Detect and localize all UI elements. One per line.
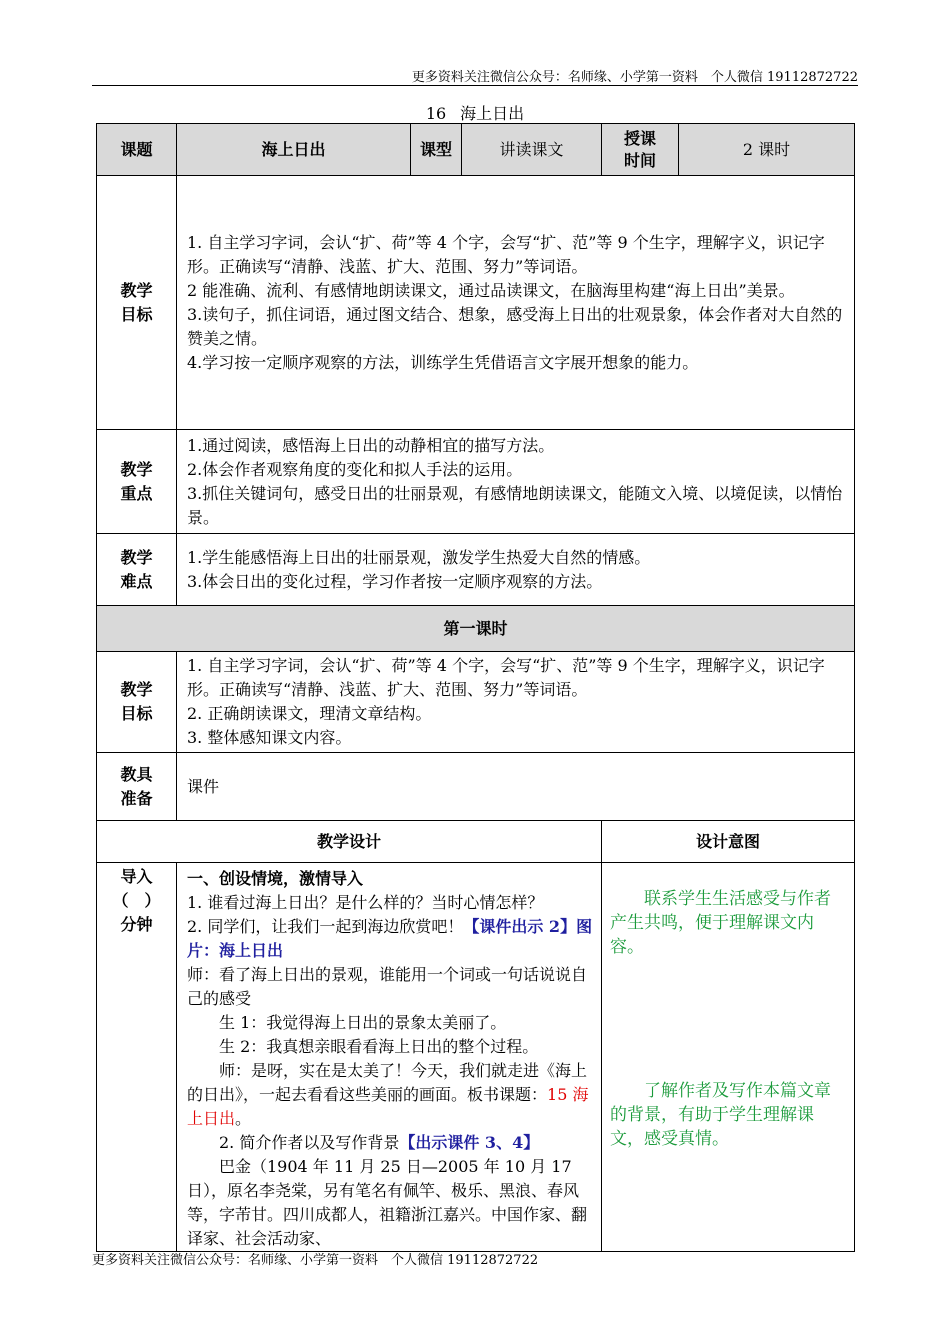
objectives-content bbox=[177, 176, 855, 430]
period-title: 第一课时 bbox=[97, 606, 855, 652]
difficulties-content bbox=[177, 534, 855, 606]
student-line-2: 生 2：我真想亲眼看看海上日出的整个过程。 bbox=[219, 1037, 539, 1056]
time-value: 2 课时 bbox=[679, 124, 855, 176]
key-points-row bbox=[97, 430, 855, 534]
objectives-label: 教学目标 bbox=[97, 176, 177, 430]
intent-item: 联系学生生活感受与作者产生共鸣，便于理解课文内容。 bbox=[610, 889, 831, 957]
design-header: 教学设计 bbox=[97, 821, 602, 863]
design-row bbox=[97, 863, 855, 1252]
period-objective-item: 2. 正确朗读课文，理清文章结构。 bbox=[187, 704, 432, 723]
objectives-row bbox=[97, 176, 855, 430]
period-objectives-row bbox=[97, 652, 855, 753]
intent-content bbox=[602, 863, 855, 1252]
info-row bbox=[97, 124, 855, 176]
lesson-number: 16 bbox=[425, 104, 447, 123]
intent-header: 设计意图 bbox=[602, 821, 855, 863]
tools-row bbox=[97, 753, 855, 821]
design-header-row bbox=[97, 821, 855, 863]
objective-item: 4.学习按一定顺序观察的方法，训练学生凭借语言文字展开想象的能力。 bbox=[187, 352, 699, 372]
courseware-note: 【课件出示 2】图片：海上日出 bbox=[187, 917, 593, 960]
teacher-line-1: 师：看了海上日出的景观，谁能用一个词或一句话说说自己的感受 bbox=[187, 965, 588, 1008]
key-points-label: 教学重点 bbox=[97, 430, 177, 534]
document-title bbox=[0, 101, 950, 124]
key-point-item: 1.通过阅读，感悟海上日出的动静相宜的描写方法。 bbox=[187, 435, 555, 455]
period-objective-item: 3. 整体感知课文内容。 bbox=[187, 728, 352, 747]
footer-note: 更多资料关注微信公众号：名师缘、小学第一资料 个人微信 19112872722 bbox=[92, 1253, 539, 1268]
courseware-note: 【出示课件 3、4】 bbox=[399, 1133, 540, 1152]
objective-item: 3.读句子，抓住词语，通过图文结合、想象，感受海上日出的壮观景象，体会作者对大自然的赞美之情。 bbox=[187, 304, 843, 348]
key-point-item: 2.体会作者观察角度的变化和拟人手法的运用。 bbox=[187, 459, 523, 479]
difficulty-item: 1.学生能感悟海上日出的壮丽景观，激发学生热爱大自然的情感。 bbox=[187, 547, 651, 567]
stage-minutes: （ ）分钟 bbox=[112, 891, 161, 934]
objective-item: 2 能准确、流利、有感情地朗读课文，通过品读课文，在脑海里构建“海上日出”美景。 bbox=[187, 280, 795, 300]
intent-item: 了解作者及写作本篇文章的背景，有助于学生理解课文，感受真情。 bbox=[610, 1081, 831, 1149]
period-objective-item: 1. 自主学习字词，会认“扩、荷”等 4 个字，会写“扩、范”等 9 个生字，理解字义，识记字形。正确读写“清静、浅蓝、扩大、范围、努力”等词语。 bbox=[187, 656, 825, 699]
time-label: 授课时间 bbox=[602, 124, 679, 176]
topic-label: 课题 bbox=[97, 124, 177, 176]
author-bio: 巴金（1904 年 11 月 25 日—2005 年 10 月 17 日），原名李尧棠，另有笔名有佩竿、极乐、黑浪、春风等，字芾甘。四川成都人，祖籍浙江嘉兴。中国作家、翻译家、社会活动家、 bbox=[187, 1157, 588, 1248]
board-title: 15 海上日出 bbox=[187, 1085, 589, 1128]
design-question-2: 2. 同学们，让我们一起到海边欣赏吧！【课件出示 2】图片：海上日出 bbox=[187, 917, 593, 960]
key-point-item: 3.抓住关键词句，感受日出的壮丽景观，有感情地朗读课文，能随文入境、以境促读，以情怡景。 bbox=[187, 483, 843, 527]
teacher-line-2: 师：是呀，实在是太美了！今天，我们就走进《海上的日出》，一起去看看这些美丽的画面。板书课题：15 海上日出。 bbox=[187, 1061, 589, 1128]
period-objectives-content bbox=[177, 652, 855, 753]
header-note: 更多资料关注微信公众号：名师缘、小学第一资料 个人微信 19112872722 bbox=[411, 70, 858, 85]
author-intro: 2. 简介作者以及写作背景【出示课件 3、4】 bbox=[219, 1133, 540, 1152]
topic-value: 海上日出 bbox=[177, 124, 411, 176]
student-line-1: 生 1：我觉得海上日出的景象太美丽了。 bbox=[219, 1013, 507, 1032]
stage-name: 导入 bbox=[120, 867, 153, 886]
lesson-plan-table bbox=[96, 123, 855, 1252]
difficulties-row bbox=[97, 534, 855, 606]
period-title-row bbox=[97, 606, 855, 652]
design-content bbox=[177, 863, 602, 1252]
design-section-title: 一、创设情境，激情导入 bbox=[187, 869, 364, 888]
period-objectives-label: 教学目标 bbox=[97, 652, 177, 753]
tools-label: 教具准备 bbox=[97, 753, 177, 821]
design-question-1: 1. 谁看过海上日出？是什么样的？当时心情怎样？ bbox=[187, 893, 544, 912]
lesson-title: 海上日出 bbox=[460, 104, 525, 123]
tools-value: 课件 bbox=[177, 753, 855, 821]
difficulty-item: 3.体会日出的变化过程，学习作者按一定顺序观察的方法。 bbox=[187, 571, 603, 591]
stage-cell bbox=[97, 863, 177, 1252]
difficulties-label: 教学难点 bbox=[97, 534, 177, 606]
key-points-content bbox=[177, 430, 855, 534]
type-label: 课型 bbox=[411, 124, 462, 176]
type-value: 讲读课文 bbox=[462, 124, 602, 176]
objective-item: 1. 自主学习字词，会认“扩、荷”等 4 个字，会写“扩、范”等 9 个生字，理解字义，识记字形。正确读写“清静、浅蓝、扩大、范围、努力”等词语。 bbox=[187, 232, 825, 276]
header-divider bbox=[92, 85, 858, 86]
